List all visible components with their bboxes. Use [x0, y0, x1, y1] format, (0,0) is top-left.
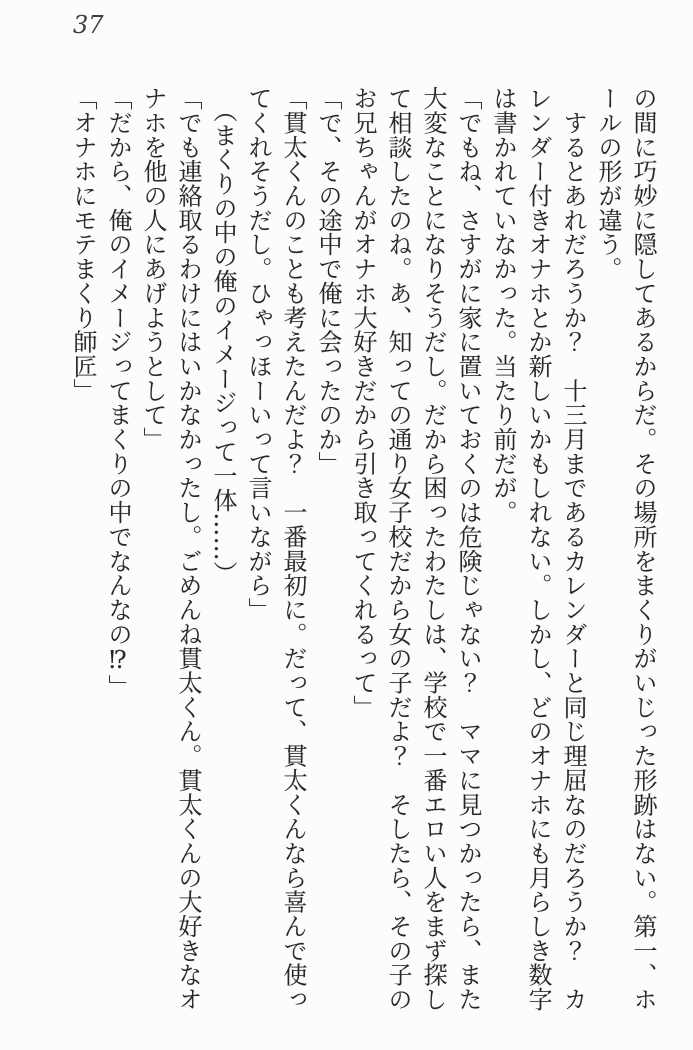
- text-line: て相談したのね。あ、知っての通り女子校だから女の子だよ？ そしたら、その子の: [384, 86, 412, 1012]
- text-line: ールの形が違う。: [594, 86, 622, 281]
- text-line: 「だから、俺のイメージってまくりの中でなんなの⁉」: [104, 86, 132, 699]
- text-line: 「で、その途中で俺に会ったのか」: [314, 86, 342, 476]
- text-line: お兄ちゃんがオナホ大好きだから引き取ってくれるって」: [349, 86, 377, 720]
- text-line: てくれそうだし。ひゃっほーいって言いながら」: [244, 86, 272, 622]
- text-line: 「でもね、さすがに家に置いておくのは危険じゃない？ ママに見つかったら、また: [454, 86, 482, 1012]
- text-line: 「オナホにモテまくり師匠」: [69, 86, 97, 403]
- text-line: 大変なことになりそうだし。だから困ったわたしは、学校で一番エロい人をまず探し: [419, 86, 447, 1012]
- text-line: 「でも連絡取るわけにはいかなかったし。ごめんね貫太くん。貫太くんの大好きなオ: [174, 86, 202, 1012]
- text-line: レンダー付きオナホとか新しいかもしれない。しかし、どのオナホにも月らしき数字: [524, 86, 552, 1012]
- page-text: [65, 86, 660, 1020]
- text-line: は書かれていなかった。当たり前だが。: [489, 86, 517, 525]
- text-line: するとあれだろうか？ 十三月まであるカレンダーと同じ理屈なのだろうか？ カ: [559, 86, 587, 1012]
- page-number: 37: [73, 11, 104, 39]
- text-line: 「貫太くんのことも考えたんだよ？ 一番最初に。だって、貫太くんなら喜んで使っ: [279, 86, 307, 1012]
- text-line: ナホを他の人にあげようとして」: [139, 86, 167, 452]
- text-line: の間に巧妙に隠してあるからだ。その場所をまくりがいじった形跡はない。第一、ホ: [629, 86, 657, 1012]
- text-line: （まくりの中の俺のイメージって一体……）: [209, 86, 237, 586]
